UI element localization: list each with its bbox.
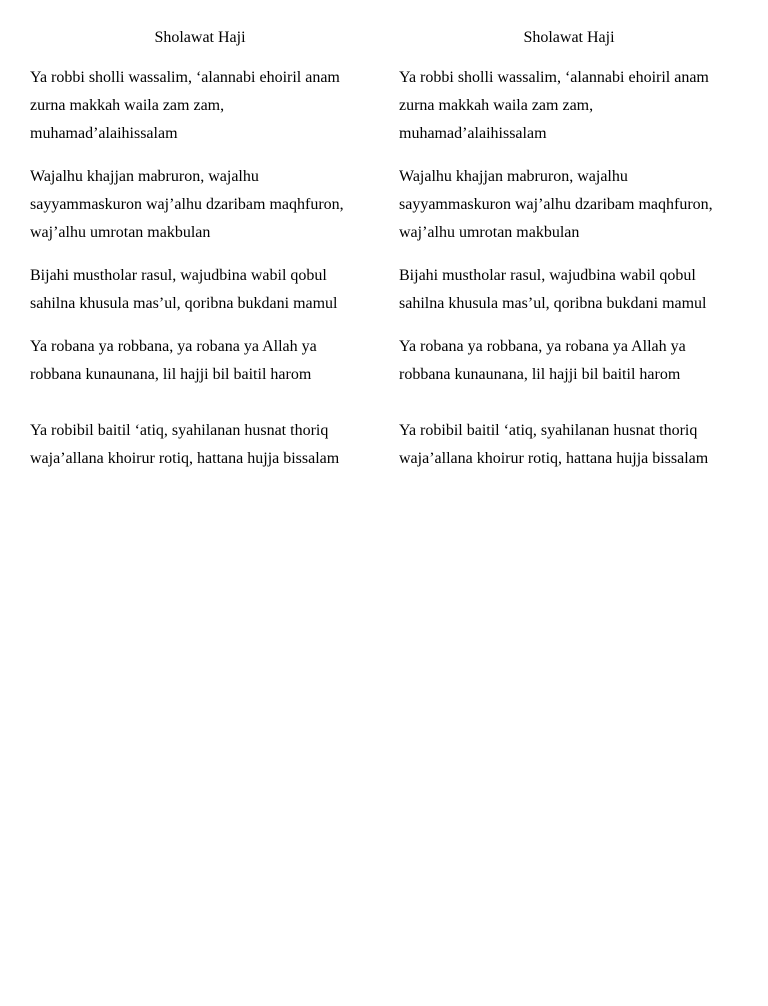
left-column	[30, 24, 370, 488]
stanza-3: Bijahi mustholar rasul, wajudbina wabil qobul sahilna khusula mas’ul, qoribna bukdani mamul	[399, 267, 707, 312]
right-column	[399, 24, 739, 488]
stanza-2: Wajalhu khajjan mabruron, wajalhu sayyammaskuron waj’alhu dzaribam maqhfuron, waj’alhu umrotan makbulan	[399, 168, 713, 241]
stanza-5: Ya robibil baitil ‘atiq, syahilanan husnat thoriq waja’allana khoirur rotiq, hattana hujja bissalam	[30, 422, 340, 467]
stanza-1: Ya robbi sholli wassalim, ‘alannabi ehoiril anam zurna makkah waila zam zam, muhamad’alaihissalam	[30, 69, 340, 142]
stanza-1: Ya robbi sholli wassalim, ‘alannabi ehoiril anam zurna makkah waila zam zam, muhamad’alaihissalam	[399, 69, 709, 142]
stanza-3: Bijahi mustholar rasul, wajudbina wabil qobul sahilna khusula mas’ul, qoribna bukdani mamul	[30, 267, 338, 312]
column-title: Sholawat Haji	[523, 29, 615, 46]
stanza-2: Wajalhu khajjan mabruron, wajalhu sayyammaskuron waj’alhu dzaribam maqhfuron, waj’alhu umrotan makbulan	[30, 168, 344, 241]
column-title: Sholawat Haji	[154, 29, 246, 46]
stanza-5: Ya robibil baitil ‘atiq, syahilanan husnat thoriq waja’allana khoirur rotiq, hattana hujja bissalam	[399, 422, 709, 467]
stanza-4: Ya robana ya robbana, ya robana ya Allah ya robbana kunaunana, lil hajji bil baitil harom	[399, 338, 686, 383]
stanza-4: Ya robana ya robbana, ya robana ya Allah ya robbana kunaunana, lil hajji bil baitil harom	[30, 338, 317, 383]
